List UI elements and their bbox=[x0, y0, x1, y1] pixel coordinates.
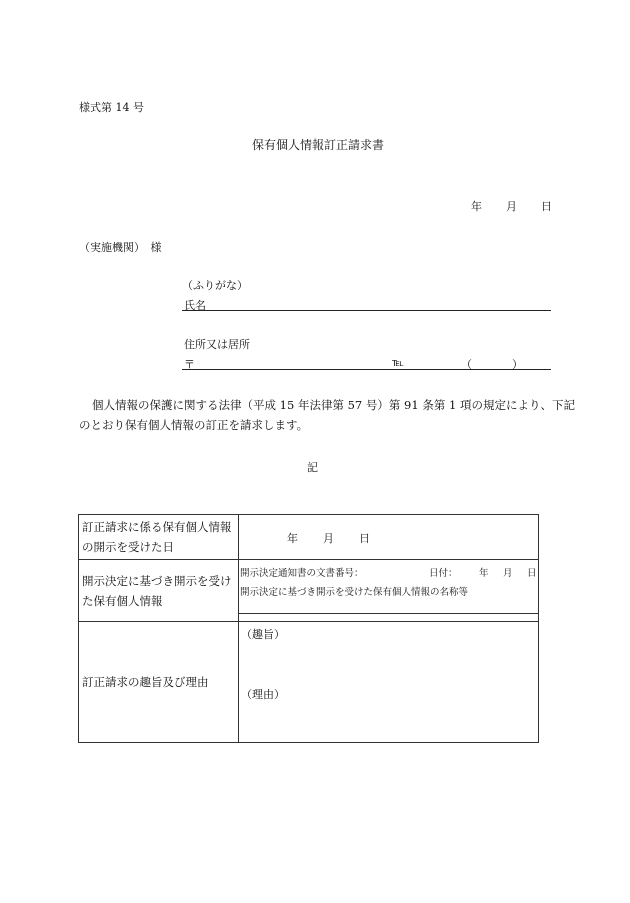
row1-label-cell bbox=[79, 515, 239, 560]
row2-month-label: 月 bbox=[503, 568, 513, 579]
row3-reason-label: （理由） bbox=[241, 688, 285, 701]
address-field[interactable] bbox=[182, 355, 551, 370]
row2-name-label: 開示決定に基づき開示を受けた保有個人情報の名称等 bbox=[240, 587, 469, 598]
body-line-2: のとおり保有個人情報の訂正を請求します。 bbox=[79, 418, 309, 432]
row2-label-line2: た保有個人情報 bbox=[82, 593, 163, 608]
row2-year-label: 年 bbox=[479, 568, 489, 579]
row1-day-label: 日 bbox=[359, 531, 370, 545]
row2-day-label: 日 bbox=[527, 568, 537, 579]
name-label: 氏名 bbox=[184, 299, 206, 312]
body-line-1: 個人情報の保護に関する法律（平成 15 年法律第 57 号）第 91 条第 1 項の規定により、下記 bbox=[92, 398, 575, 412]
row2-date-label: 日付： bbox=[429, 568, 458, 579]
row3-label: 訂正請求の趣旨及び理由 bbox=[82, 675, 209, 689]
form-number: 様式第 14 号 bbox=[79, 101, 144, 114]
row1-label-line1: 訂正請求に係る保有個人情報 bbox=[82, 520, 232, 534]
tel-mark: ℡ bbox=[392, 356, 404, 369]
row3-label-cell bbox=[79, 622, 239, 743]
address-label: 住所又は居所 bbox=[184, 338, 250, 351]
row1-year-label: 年 bbox=[287, 531, 298, 545]
date-year-label: 年 bbox=[471, 200, 482, 213]
date-day-label: 日 bbox=[541, 200, 552, 213]
row1-date-cell[interactable] bbox=[239, 515, 539, 560]
postal-mark: 〒 bbox=[184, 358, 195, 371]
request-table bbox=[78, 514, 539, 743]
date-month-label: 月 bbox=[506, 200, 517, 213]
tel-paren-close: ） bbox=[512, 358, 523, 371]
tel-paren-open: （ bbox=[461, 358, 472, 371]
row2-notice-label: 開示決定通知書の文書番号： bbox=[240, 568, 364, 579]
row1-label-line2: の開示を受けた日 bbox=[82, 540, 174, 554]
row1-month-label: 月 bbox=[323, 531, 334, 545]
addressee: （実施機関） 様 bbox=[79, 241, 162, 254]
name-field[interactable] bbox=[182, 296, 551, 311]
row2-label-line1: 開示決定に基づき開示を受け bbox=[82, 573, 232, 588]
row2-divider bbox=[239, 613, 538, 614]
row3-purpose-label: （趣旨） bbox=[241, 628, 285, 641]
row3-content-cell[interactable] bbox=[239, 622, 539, 743]
page-title: 保有個人情報訂正請求書 bbox=[252, 138, 385, 152]
row2-label-cell bbox=[79, 560, 239, 622]
row2-content-cell[interactable] bbox=[239, 560, 539, 622]
furigana-label: （ふりがな） bbox=[182, 279, 248, 292]
ki-heading: 記 bbox=[307, 461, 318, 474]
